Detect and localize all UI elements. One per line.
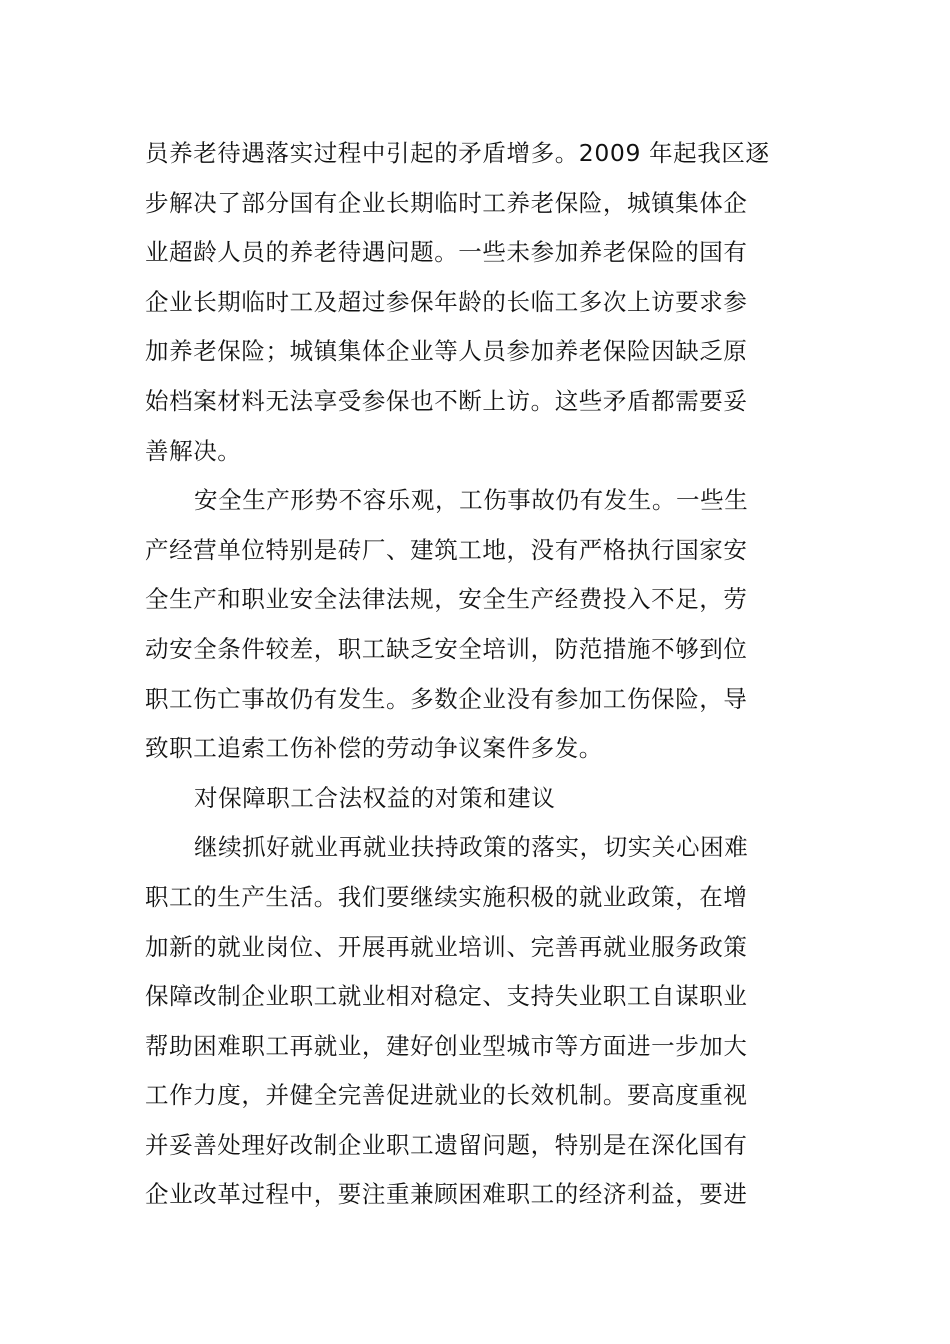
text-line: 保障改制企业职工就业相对稳定、支持失业职工自谋职业 xyxy=(145,982,748,1011)
text-line: 善解决。 xyxy=(145,436,242,465)
paragraph-pension-disputes xyxy=(145,129,810,476)
text-line: 安全生产形势不容乐观，工伤事故仍有发生。一些生 xyxy=(194,486,749,515)
text-line: 企业改革过程中，要注重兼顾困难职工的经济利益，要进 xyxy=(145,1180,748,1209)
text-line: 继续抓好就业再就业扶持政策的落实，切实关心困难 xyxy=(194,833,749,862)
text-line: 全生产和职业安全法律法规，安全生产经费投入不足，劳 xyxy=(145,585,748,614)
text-line: 加养老保险；城镇集体企业等人员参加养老保险因缺乏原 xyxy=(145,337,748,366)
text-line: 工作力度，并健全完善促进就业的长效机制。要高度重视 xyxy=(145,1081,748,1110)
paragraph-employment-policy xyxy=(145,823,810,1220)
text-line: 企业长期临时工及超过参保年龄的长临工多次上访要求参 xyxy=(145,287,748,316)
text-line: 业超龄人员的养老待遇问题。一些未参加养老保险的国有 xyxy=(145,238,748,267)
text-line: 动安全条件较差，职工缺乏安全培训，防范措施不够到位 xyxy=(145,634,748,663)
document-body xyxy=(145,129,810,1220)
text-line: 职工的生产生活。我们要继续实施积极的就业政策，在增 xyxy=(145,882,748,911)
text-line: 帮助困难职工再就业，建好创业型城市等方面进一步加大 xyxy=(145,1031,748,1060)
section-heading xyxy=(145,774,810,824)
section-heading-text: 对保障职工合法权益的对策和建议 xyxy=(194,783,556,812)
text-line: 员养老待遇落实过程中引起的矛盾增多。2009 年起我区逐 xyxy=(145,139,770,167)
text-line: 始档案材料无法享受参保也不断上访。这些矛盾都需要妥 xyxy=(145,386,748,415)
text-line: 步解决了部分国有企业长期临时工养老保险，城镇集体企 xyxy=(145,188,748,217)
text-line: 产经营单位特别是砖厂、建筑工地，没有严格执行国家安 xyxy=(145,535,748,564)
paragraph-work-safety xyxy=(145,476,810,774)
text-line: 职工伤亡事故仍有发生。多数企业没有参加工伤保险，导 xyxy=(145,684,748,713)
text-line: 致职工追索工伤补偿的劳动争议案件多发。 xyxy=(145,734,603,763)
text-line: 并妥善处理好改制企业职工遗留问题，特别是在深化国有 xyxy=(145,1130,748,1159)
text-line: 加新的就业岗位、开展再就业培训、完善再就业服务政策 xyxy=(145,932,748,961)
